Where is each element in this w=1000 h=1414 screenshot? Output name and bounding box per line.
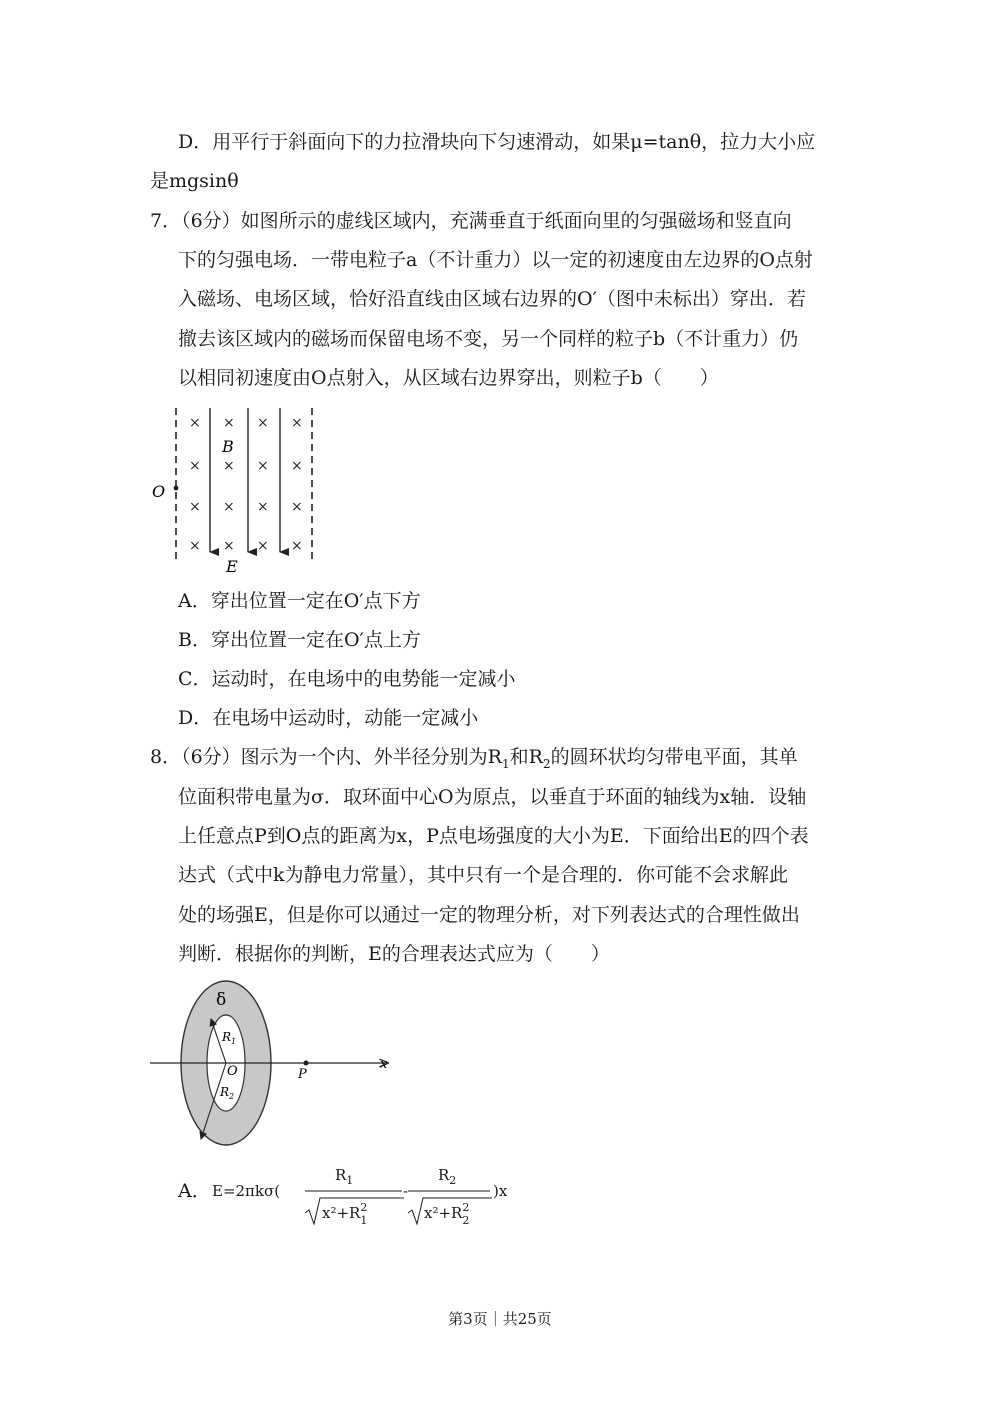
formula-lhs: E=2πkσ( [212, 1182, 281, 1200]
cross-mark: × [257, 538, 269, 554]
q7-field-figure [140, 400, 330, 580]
q7-stem-line3: 入磁场、电场区域，恰好沿直线由区域右边界的O′（图中未标出）穿出．若 [178, 288, 806, 310]
formula-rhs: )x [493, 1182, 508, 1200]
q7-option-a[interactable]: A．穿出位置一定在O′点下方 [178, 590, 421, 612]
frac2-num-sub: 2 [449, 1174, 457, 1187]
cross-mark: × [189, 538, 201, 554]
frac1-num-sub: 1 [346, 1174, 354, 1187]
q7-option-c[interactable]: C．运动时，在电场中的电势能一定减小 [178, 668, 516, 690]
frac2-numerator [438, 1166, 456, 1187]
point-o [174, 486, 179, 491]
frac1-denominator [322, 1201, 367, 1227]
label-e: E [226, 557, 238, 576]
frac2-num-letter: R [438, 1166, 450, 1184]
cross-mark: × [291, 458, 303, 474]
label-r1-letter: R [222, 1030, 232, 1044]
subscript: 2 [542, 756, 551, 771]
q7-stem-line2: 下的匀强电场．一带电粒子a（不计重力）以一定的初速度由左边界的O点射 [178, 249, 813, 271]
q6-option-d-line1: D．用平行于斜面向下的力拉滑块向下匀速滑动，如果μ=tanθ，拉力大小应 [178, 131, 816, 153]
q8-stem-line1 [150, 745, 798, 776]
cross-mark: × [291, 499, 303, 515]
label-delta: δ [216, 990, 227, 1010]
cross-mark: × [189, 458, 201, 474]
magnetic-crosses [189, 415, 303, 554]
q8-stem-line4: 达式（式中k为静电力常量），其中只有一个是合理的．你可能不会求解此 [178, 864, 789, 886]
label-p: P [298, 1067, 307, 1082]
frac1-den-text: x²+R [322, 1204, 361, 1222]
q8-stem-line2: 位面积带电量为σ．取环面中心O为原点，以垂直于环面的轴线为x轴．设轴 [178, 786, 807, 808]
q7-stem-line1: 7．（6分）如图所示的虚线区域内，充满垂直于纸面向里的匀强磁场和竖直向 [150, 210, 792, 232]
cross-mark: × [189, 499, 201, 515]
subscript: 1 [501, 756, 510, 771]
formula-minus: - [403, 1182, 409, 1200]
frac2-den-sub: 2 [462, 1214, 470, 1227]
frac1-den-sub: 1 [360, 1214, 368, 1227]
cross-mark: × [257, 458, 269, 474]
frac1-den-sup: 2 [360, 1201, 368, 1214]
q6-option-d-line2: 是mgsinθ [150, 170, 239, 192]
cross-mark: × [291, 538, 303, 554]
page-footer: 第3页｜共25页 [448, 1310, 552, 1328]
q7-stem-line4: 撤去该区域内的磁场而保留电场不变，另一个同样的粒子b（不计重力）仍 [178, 328, 799, 350]
q8-option-a-prefix[interactable]: A． [178, 1180, 211, 1202]
q7-stem-line5: 以相同初速度由O点射入，从区域右边界穿出，则粒子b（ ） [178, 367, 719, 389]
label-b: B [222, 437, 234, 456]
label-x: x [380, 1057, 388, 1072]
q7-option-b[interactable]: B．穿出位置一定在O′点上方 [178, 629, 421, 651]
cross-mark: × [257, 415, 269, 431]
cross-mark: × [223, 415, 235, 431]
label-r1-sub: 1 [231, 1037, 237, 1046]
frac1-num-letter: R [335, 1166, 347, 1184]
point-p [304, 1061, 309, 1066]
label-r2-sub: 2 [229, 1092, 235, 1101]
frac2-den-text: x²+R [424, 1204, 463, 1222]
label-o: O [152, 482, 166, 501]
q8-option-a-formula[interactable] [210, 1158, 520, 1230]
cross-mark: × [223, 538, 235, 554]
q8-stem-text: 8．（6分）图示为一个内、外半径分别为R [150, 746, 502, 768]
cross-mark: × [223, 499, 235, 515]
q8-stem-line6: 判断．根据你的判断，E的合理表达式应为（ ） [178, 943, 610, 965]
q8-stem-line5: 处的场强E，但是你可以通过一定的物理分析，对下列表达式的合理性做出 [178, 904, 800, 926]
q7-option-d[interactable]: D．在电场中运动时，动能一定减小 [178, 707, 479, 729]
q8-stem-line3: 上任意点P到O点的距离为x，P点电场强度的大小为E．下面给出E的四个表 [178, 825, 809, 847]
frac2-den-sup: 2 [462, 1201, 470, 1214]
q8-annulus-figure [148, 975, 398, 1150]
label-r2-letter: R [220, 1085, 230, 1099]
q8-stem-text: 的圆环状均匀带电平面，其单 [550, 746, 798, 768]
cross-mark: × [223, 458, 235, 474]
label-o: O [227, 1064, 238, 1079]
frac2-denominator [424, 1201, 469, 1227]
frac1-numerator [335, 1166, 353, 1187]
q8-stem-text: 和R [509, 746, 543, 768]
cross-mark: × [189, 415, 201, 431]
cross-mark: × [257, 499, 269, 515]
cross-mark: × [291, 415, 303, 431]
